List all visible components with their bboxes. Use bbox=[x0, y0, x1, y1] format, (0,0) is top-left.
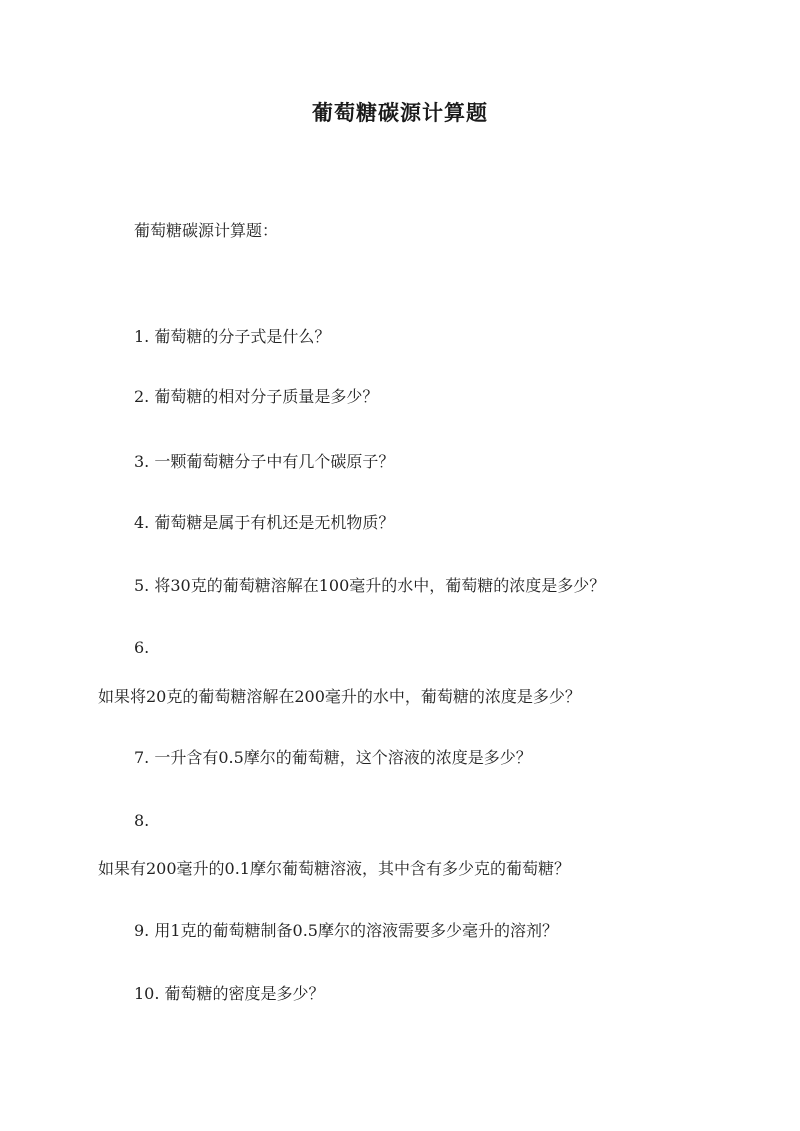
question-10: 10. 葡萄糖的密度是多少？ bbox=[134, 984, 325, 1003]
question-1: 1. 葡萄糖的分子式是什么？ bbox=[134, 327, 331, 346]
intro-text: 葡萄糖碳源计算题： bbox=[134, 221, 279, 240]
question-8-number: 8. bbox=[134, 811, 150, 830]
question-7: 7. 一升含有0.5摩尔的葡萄糖，这个溶液的浓度是多少？ bbox=[134, 748, 532, 767]
document-title: 葡萄糖碳源计算题 bbox=[312, 100, 488, 125]
question-4: 4. 葡萄糖是属于有机还是无机物质？ bbox=[134, 513, 395, 532]
question-9: 9. 用1克的葡萄糖制备0.5摩尔的溶液需要多少毫升的溶剂？ bbox=[134, 921, 558, 940]
question-2: 2. 葡萄糖的相对分子质量是多少？ bbox=[134, 387, 379, 406]
question-5: 5. 将30克的葡萄糖溶解在100毫升的水中，葡萄糖的浓度是多少？ bbox=[134, 576, 606, 595]
question-3: 3. 一颗葡萄糖分子中有几个碳原子？ bbox=[134, 452, 395, 471]
question-6-number: 6. bbox=[134, 638, 150, 657]
question-6-text: 如果将20克的葡萄糖溶解在200毫升的水中，葡萄糖的浓度是多少？ bbox=[98, 687, 581, 706]
question-8-text: 如果有200毫升的0.1摩尔葡萄糖溶液，其中含有多少克的葡萄糖？ bbox=[98, 859, 570, 878]
